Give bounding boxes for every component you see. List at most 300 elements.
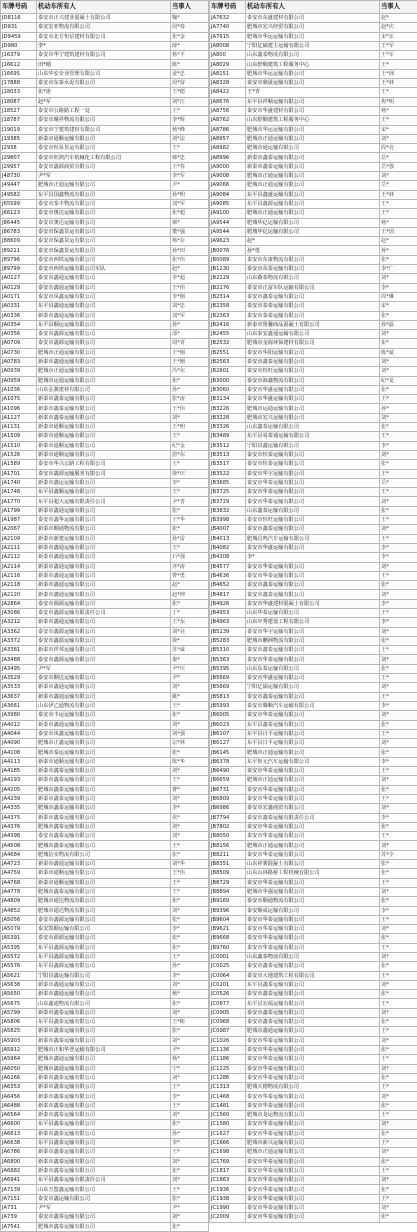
table-row [1, 813, 209, 822]
party-cell: 陈* [171, 60, 209, 69]
plate-number-cell: JB3729 [210, 497, 246, 506]
table-row [1, 599, 209, 608]
party-cell: 郝* [171, 218, 209, 227]
plate-number-cell: JB9169 [210, 897, 246, 906]
party-cell: 王* [171, 878, 209, 887]
plate-number-cell: JB4953 [210, 609, 246, 618]
owner-cell: 泰安市华泰运输有限公司 [246, 1092, 380, 1101]
party-cell: 刘* [380, 357, 417, 366]
plate-number-cell: JC0001 [210, 952, 246, 961]
owner-cell: 泰安市北方恒信建材有限公司 [37, 32, 171, 41]
table-row [1, 516, 209, 525]
party-cell: 赵* [171, 581, 209, 590]
table-row [1, 1204, 209, 1213]
table-row [210, 69, 417, 78]
plate-number-cell: JC0987 [210, 1027, 246, 1036]
party-cell: 杨*平 [171, 51, 209, 60]
table-row [210, 952, 417, 961]
plate-number-cell: JA2118 [1, 581, 37, 590]
plate-number-cell: JA0959 [1, 376, 37, 385]
table-row [1, 497, 209, 506]
owner-cell: 肥城市正通运输有限公司 [246, 748, 380, 757]
party-cell: 张* [380, 1101, 417, 1110]
owner-cell: 东平县鑫泰运输有限公司 [246, 980, 380, 989]
party-cell: 王* [171, 1148, 209, 1157]
plate-number-cell: JB8351 [210, 860, 246, 869]
party-cell: 刘* [380, 655, 417, 664]
table-row [1, 925, 209, 934]
table-row [1, 860, 209, 869]
plate-number-cell: JA0127 [1, 274, 37, 283]
owner-cell: 泰安市华盛建材有限公司 [246, 106, 380, 115]
owner-cell: 肥城市新兴运输有限公司 [246, 1138, 380, 1147]
owner-cell: 东平县鑫源运输有限公司 [37, 943, 171, 952]
party-cell: 董*强 [171, 227, 209, 236]
party-cell: 王* [380, 794, 417, 803]
table-row [1, 878, 209, 887]
owner-cell: 肥城市通达物流有限公司 [37, 906, 171, 915]
owner-cell: 泰安市华泰运输有限公司 [246, 1129, 380, 1138]
table-row [210, 32, 417, 41]
party-cell: 刘* [171, 413, 209, 422]
plate-number-cell: J48730 [1, 172, 37, 181]
table-row [210, 1111, 417, 1120]
owner-cell: 肥城华亿运输有限公司 [246, 218, 380, 227]
table-row [1, 562, 209, 571]
table-row [1, 1138, 209, 1147]
owner-cell: 泰安市鑫通运输有限公司 [37, 274, 171, 283]
owner-cell: 泰安市凤鑫运输有限公司 [37, 729, 171, 738]
owner-cell: 东平矩元汽车运输有限公司 [246, 757, 380, 766]
plate-number-cell: JC1990 [210, 1204, 246, 1213]
plate-number-cell: J29807 [1, 153, 37, 162]
table-row [1, 1213, 209, 1222]
party-cell: 刘* [171, 1176, 209, 1185]
party-cell: 王* [380, 1138, 417, 1147]
owner-cell: 泰安市华泰运输有限公司 [246, 850, 380, 859]
plate-number-cell: JA9084 [210, 190, 246, 199]
plate-number-cell: JA5825 [1, 1027, 37, 1036]
party-cell: 李* [380, 813, 417, 822]
owner-cell: 新泰市鑫泰运输有限公司 [37, 1036, 171, 1045]
table-row [1, 60, 209, 69]
plate-number-cell: JA8676 [210, 97, 246, 106]
owner-cell: 泰安市正富车队运输有限公司 [246, 283, 380, 292]
owner-cell: 泰安市鑫泰运输有限公司 [246, 990, 380, 999]
party-cell: 王* [380, 878, 417, 887]
party-cell: 王*伟 [171, 404, 209, 413]
table-row [1, 506, 209, 515]
party-cell: 李* [380, 283, 417, 292]
table-row [210, 1213, 417, 1222]
party-cell: 刘*忠 [171, 302, 209, 311]
table-row [210, 1092, 417, 1101]
plate-number-cell: JA739 [1, 1213, 37, 1222]
party-cell: 刘* [380, 367, 417, 376]
party-cell: 王* [380, 1083, 417, 1092]
plate-number-cell: JA6600 [1, 1120, 37, 1129]
owner-cell: 泰安市东康物流有限公司 [246, 255, 380, 264]
table-row [1, 1166, 209, 1175]
owner-cell: 泰安市鑫泰运输有限公司 [246, 962, 380, 971]
owner-cell: 新泰市鑫通运输有限公司 [37, 618, 171, 627]
owner-cell: 新泰市鑫通运输有限公司 [37, 553, 171, 562]
party-cell: 李* [171, 804, 209, 813]
plate-number-cell: JD980 [1, 41, 37, 50]
owner-cell: 泰安市鑫泰运输有限公司 [246, 692, 380, 701]
plate-number-cell: JA8008 [210, 41, 246, 50]
party-cell: 刘* [171, 1157, 209, 1166]
table-row [210, 1008, 417, 1017]
plate-number-cell: JC1225 [210, 1064, 246, 1073]
plate-number-cell: JA3533 [1, 683, 37, 692]
owner-cell: 新泰市通顺运输有限公司 [37, 423, 171, 432]
table-row [210, 869, 417, 878]
plate-number-cell: JB5283 [210, 636, 246, 645]
table-row [1, 534, 209, 543]
plate-number-cell: JA4723 [1, 860, 37, 869]
party-cell: 刘*军 [171, 311, 209, 320]
owner-cell: 泰安市华泰运输有限公司 [246, 571, 380, 580]
table-row [1, 441, 209, 450]
plate-number-cell: JB4082 [210, 543, 246, 552]
plate-number-cell: JA9544 [210, 227, 246, 236]
column-header-owner: 机动车所有人 [37, 1, 171, 14]
owner-cell: 新泰市通顺运输有限公司 [37, 432, 171, 441]
plate-number-cell: JB3513 [210, 450, 246, 459]
table-row [210, 227, 417, 236]
table-row [1, 729, 209, 738]
party-cell: 刘*江 [171, 97, 209, 106]
plate-number-cell: JD931 [1, 23, 37, 32]
table-row [210, 1083, 417, 1092]
table-row [210, 441, 417, 450]
table-row [1, 218, 209, 227]
party-cell: 尹*庆 [171, 664, 209, 673]
plate-number-cell: JA1770 [1, 497, 37, 506]
party-cell: 王* [380, 88, 417, 97]
party-cell: 石*强 [171, 553, 209, 562]
table-row [210, 599, 417, 608]
owner-cell: 泰安市华泰运输有限公司 [246, 794, 380, 803]
party-cell: 王* [380, 1055, 417, 1064]
plate-number-cell: JA6050 [1, 1064, 37, 1073]
owner-cell: 新泰市鑫泰运输有限公司 [37, 776, 171, 785]
party-cell: 王* [380, 692, 417, 701]
party-cell: 姜*忠 [171, 69, 209, 78]
owner-cell: 东平县鑫泰运输有限公司 [37, 1138, 171, 1147]
party-cell: 尹* [171, 674, 209, 683]
party-cell: 杨*峰 [171, 125, 209, 134]
owner-cell: 新泰市顺通物流有限公司 [37, 525, 171, 534]
plate-number-cell: JB6127 [210, 739, 246, 748]
owner-cell: 泰安市华泰运输有限公司 [246, 1213, 380, 1222]
table-row [210, 1138, 417, 1147]
table-row [1, 320, 209, 329]
table-row [210, 618, 417, 627]
party-cell: 张* [380, 385, 417, 394]
plate-number-cell: JC1468 [210, 1092, 246, 1101]
table-row [210, 860, 417, 869]
owner-cell: 肥城市宏兴运输有限公司 [246, 413, 380, 422]
plate-number-cell: JB2601 [210, 367, 246, 376]
table-row [210, 553, 417, 562]
party-cell: 张* [171, 915, 209, 924]
table-row [1, 776, 209, 785]
table-row [210, 794, 417, 803]
plate-number-cell: JB3326 [210, 423, 246, 432]
party-cell: 刘* [380, 1008, 417, 1017]
owner-cell: 泰安市鼎晟运输有限公司 [246, 79, 380, 88]
plate-number-cell: JB3517 [210, 460, 246, 469]
party-cell: 刘* [380, 776, 417, 785]
party-cell: 尹* [171, 181, 209, 190]
party-cell: 李*超 [171, 274, 209, 283]
party-cell: 王* [171, 460, 209, 469]
plate-number-cell: JA5079 [1, 925, 37, 934]
table-row [210, 897, 417, 906]
owner-cell: 山东山林路桥工程机械有限公司 [246, 869, 380, 878]
owner-cell: 泰安市恒泰运输有限公司 [246, 460, 380, 469]
plate-number-cell: JB7802 [210, 822, 246, 831]
table-row [210, 51, 417, 60]
plate-number-cell: JA9000 [210, 162, 246, 171]
table-row [210, 1101, 417, 1110]
party-cell: 刘* [171, 1073, 209, 1082]
owner-cell: 泰安市源源运输有限公司 [37, 599, 171, 608]
owner-cell: 泰安凯顺运输有限公司 [37, 925, 171, 934]
owner-cell: 泰安市鑫泰运输有限责任公司 [246, 813, 380, 822]
party-cell: 刘*亮 [171, 627, 209, 636]
plate-number-cell: JA5806 [1, 1018, 37, 1027]
table-row [1, 767, 209, 776]
table-row [210, 683, 417, 692]
party-cell: 张* [171, 1027, 209, 1036]
plate-number-cell: JA6941 [1, 1176, 37, 1185]
plate-number-cell: JC2009 [210, 1213, 246, 1222]
plate-number-cell: JA5056 [1, 915, 37, 924]
plate-number-cell: J88609 [1, 237, 37, 246]
party-cell: 王* [380, 199, 417, 208]
table-row [210, 990, 417, 999]
owner-cell: 王*青 [246, 88, 380, 97]
plate-number-cell: JA6613 [1, 1129, 37, 1138]
table-row [1, 1148, 209, 1157]
owner-cell: 泰安市华泰运输有限公司 [246, 767, 380, 776]
plate-number-cell: JC1026 [210, 1036, 246, 1045]
table-row [1, 227, 209, 236]
table-row [1, 330, 209, 339]
plate-number-cell: JA9100 [210, 209, 246, 218]
party-cell: 杨* [380, 218, 417, 227]
table-row [210, 1185, 417, 1194]
party-cell: 李*广 [380, 265, 417, 274]
party-cell: 刘* [380, 1036, 417, 1045]
table-row [1, 162, 209, 171]
plate-number-cell: JA0171 [1, 292, 37, 301]
plate-number-cell: JB1230 [210, 265, 246, 274]
table-row [210, 776, 417, 785]
owner-cell: 泰安市华泰运输有限公司 [246, 1036, 380, 1045]
plate-number-cell: JB5395 [210, 664, 246, 673]
table-row [1, 1129, 209, 1138]
table-row [1, 423, 209, 432]
party-cell: 李*军 [171, 172, 209, 181]
party-cell: 孙* [171, 385, 209, 394]
party-cell: 刘* [171, 1213, 209, 1222]
owner-cell: 东平县日平运输有限公司 [246, 729, 380, 738]
table-row [210, 395, 417, 404]
table-row [1, 153, 209, 162]
owner-cell: 泰安市华泰运输有限公司 [246, 711, 380, 720]
table-row [210, 302, 417, 311]
table-row [210, 450, 417, 459]
owner-cell: 东平县易泰通运输有限公司 [246, 432, 380, 441]
owner-cell: 泰安市鑫源运输服务有限公司 [37, 469, 171, 478]
owner-cell: 新泰市通顺运输有限公司 [37, 450, 171, 459]
owner-cell: 泰安市鑫源运输有限公司 [37, 655, 171, 664]
owner-cell: 泰安市保鑫货运有限公司 [37, 246, 171, 255]
plate-number-cell: JB3832 [210, 506, 246, 515]
plate-number-cell: JB9760 [210, 943, 246, 952]
owner-cell: 泰安市华泰运输有限公司 [246, 832, 380, 841]
owner-cell: 泰安顺成运输有限公司 [246, 906, 380, 915]
party-cell: 纪*龙 [380, 376, 417, 385]
owner-cell: 宁阳亿硕建主运输有限公司 [246, 41, 380, 50]
party-cell: 张* [171, 525, 209, 534]
table-row [1, 51, 209, 60]
party-cell: 王* [380, 1194, 417, 1203]
table-row [1, 265, 209, 274]
plate-number-cell: JB2455 [210, 330, 246, 339]
plate-number-cell: JA4044 [1, 729, 37, 738]
table-row [210, 134, 417, 143]
plate-number-cell: JA3372 [1, 636, 37, 645]
party-cell: 刘* [171, 794, 209, 803]
owner-cell: 泰安市华泰运输有限公司 [246, 655, 380, 664]
owner-cell: 新泰市鑫泰运输有限公司 [37, 1111, 171, 1120]
party-cell: 王*刚 [171, 357, 209, 366]
plate-number-cell: JA8151 [210, 69, 246, 78]
party-cell: 王* [380, 971, 417, 980]
table-row [1, 748, 209, 757]
owner-cell: 肥城市泰运运输有限公司 [37, 748, 171, 757]
owner-cell: 泰安市鑫源商贸有限公司 [37, 162, 171, 171]
table-row [210, 962, 417, 971]
table-row [210, 497, 417, 506]
owner-cell: 泰安市鑫源运输有限公司 [37, 915, 171, 924]
owner-cell: 泰安市公路路工程一处 [37, 106, 171, 115]
owner-cell: 新泰市鑫通运输有限公司 [37, 692, 171, 701]
owner-cell: 李* [246, 553, 380, 562]
table-row [210, 822, 417, 831]
plate-number-cell: JA3529 [1, 674, 37, 683]
party-cell: 刘* [380, 497, 417, 506]
plate-number-cell: JA9544 [210, 218, 246, 227]
table-row [1, 581, 209, 590]
table-row [210, 692, 417, 701]
table-row [1, 376, 209, 385]
plate-number-cell: JB3000 [210, 376, 246, 385]
owner-cell: 泰安市华泰运输有限公司 [246, 925, 380, 934]
table-row [210, 1055, 417, 1064]
table-row [210, 246, 417, 255]
plate-number-cell: J2938 [1, 144, 37, 153]
party-cell: 唐*东 [171, 450, 209, 459]
owner-cell: 东平县鑫泰运输有限责任公司 [37, 1176, 171, 1185]
table-row [1, 701, 209, 710]
plate-number-cell: JA1036 [1, 385, 37, 394]
owner-cell: 新泰市鑫通运输有限公司 [37, 683, 171, 692]
register-table-right [209, 0, 417, 1223]
party-cell: 宋*东 [380, 32, 417, 41]
owner-cell: 新泰市鑫通运输有限公司 [37, 357, 171, 366]
party-cell: 张* [380, 423, 417, 432]
owner-cell: 新泰市鑫泰运输有限公司 [37, 413, 171, 422]
owner-cell: 肥城市华运运输有限公司 [246, 125, 380, 134]
plate-number-cell: JA8762 [210, 116, 246, 125]
plate-number-cell: J89799 [1, 265, 37, 274]
owner-cell: 东平县鑫泰运输有限公司 [246, 720, 380, 729]
party-cell: 张* [380, 934, 417, 943]
party-cell: 张* [380, 990, 417, 999]
owner-cell: 宁阳县鑫运输有限公司 [37, 971, 171, 980]
plate-number-cell: JA8996 [210, 153, 246, 162]
owner-cell: 新泰市鑫泰运输有限公司 [37, 1027, 171, 1036]
plate-number-cell: JC1136 [210, 1045, 246, 1054]
plate-number-cell: JB8156 [210, 841, 246, 850]
table-row [210, 478, 417, 487]
owner-cell: 泰安市海鑫物流有限公司 [246, 376, 380, 385]
plate-number-cell: JB6490 [210, 767, 246, 776]
plate-number-cell: JA3980 [1, 711, 37, 720]
table-row [210, 943, 417, 952]
table-row [1, 469, 209, 478]
plate-number-cell: JC1863 [210, 1176, 246, 1185]
owner-cell: 东平县国鑫物流有限公司 [37, 190, 171, 199]
table-row [1, 116, 209, 125]
party-cell: 刘* [380, 413, 417, 422]
table-row [1, 906, 209, 915]
party-cell: 王* [380, 209, 417, 218]
table-row [210, 655, 417, 664]
owner-cell: 肥城市鑫泰运输有限公司 [37, 841, 171, 850]
party-cell: 王* [380, 488, 417, 497]
party-cell: 王*林 [380, 79, 417, 88]
owner-cell: 泰安市华泰运输有限公司 [246, 1176, 380, 1185]
owner-cell: 新泰市通顺运输有限公司 [37, 878, 171, 887]
party-cell: 苏*全 [380, 850, 417, 859]
party-cell: 张* [171, 376, 209, 385]
table-row [210, 980, 417, 989]
owner-cell: 泰安市鑫泰运输有限公司 [246, 590, 380, 599]
plate-number-cell: JA0730 [1, 348, 37, 357]
plate-number-cell: JC1666 [210, 1138, 246, 1147]
table-row [1, 1111, 209, 1120]
party-cell: 岳* [380, 153, 417, 162]
plate-number-cell: JB4926 [210, 599, 246, 608]
owner-cell: 新泰市鑫泰运输有限公司 [37, 1083, 171, 1092]
table-row [1, 246, 209, 255]
table-row [1, 869, 209, 878]
table-row [210, 1027, 417, 1036]
table-row [1, 990, 209, 999]
plate-number-cell: J18087 [1, 97, 37, 106]
party-cell: 岳* [380, 181, 417, 190]
owner-cell: 泰安市华盛运输有限公司 [246, 543, 380, 552]
table-row [210, 423, 417, 432]
owner-cell: 新泰市鑫通运输有限公司 [37, 590, 171, 599]
